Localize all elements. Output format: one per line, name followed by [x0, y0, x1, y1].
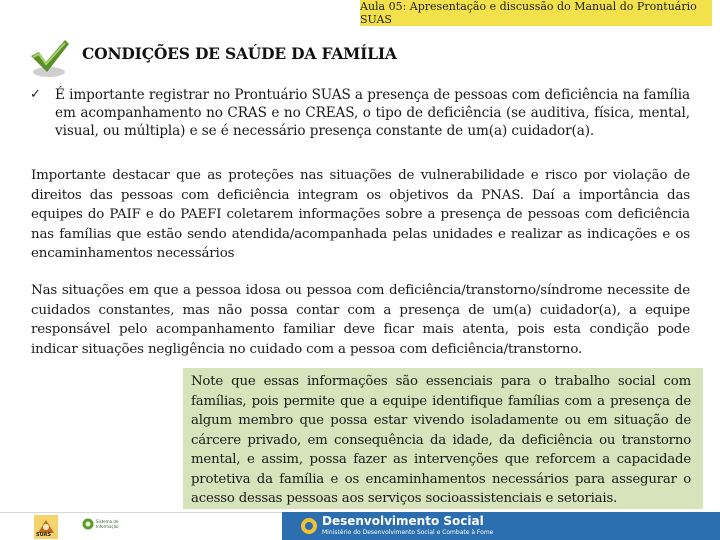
footer-bar — [0, 512, 720, 540]
paragraph-care-situations: Nas situações em que a pessoa idosa ou pessoa com deficiência/transtorno/síndrome necessite de cuidados constantes, mas não possa contar com a presença de um(a) cuidador(a), a equipe responsável pelo acompanhamento familiar deve ficar mais atenta, pois esta condição pode indicar situações negligência no cuidado com a pessoa com deficiência/transtorno. — [31, 283, 690, 357]
checkmark-icon — [27, 38, 71, 80]
check-bullet-icon: ✓ — [30, 87, 41, 102]
course-label: Aula 05: Apresentação e discussão do Manual do Prontuário SUAS — [360, 0, 697, 26]
paragraph-importance: Importante destacar que as proteções nas situações de vulnerabilidade e risco por violação de direitos das pessoas com deficiência integram os objetivos da PNAS. Daí a importância das equipes do PAIF e do PAEFI coletarem informações sobre a presença de pessoas com deficiência nas famílias que estão sendo atendida/acompanhada pelas unidades e realizar as indicações e os encaminhamentos necessários — [31, 168, 690, 261]
ministry-logo-icon — [300, 517, 318, 535]
bullet-item — [30, 86, 690, 140]
ministry-title: Desenvolvimento Social — [322, 514, 484, 528]
info-system-logo-text: Sistema de Informação — [96, 519, 119, 529]
page-title: CONDIÇÕES DE SAÚDE DA FAMÍLIA — [82, 44, 397, 63]
bullet-text: É importante registrar no Prontuário SUAS a presença de pessoas com deficiência na família em acompanhamento no CRAS e no CREAS, o tipo de deficiência (se auditiva, física, mental, visual, ou múltipla) e se é necessário presença constante de um(a) cuidador(a). — [55, 87, 690, 139]
suas-logo-text: SUAS — [36, 532, 51, 538]
note-box: Note que essas informações são essenciais para o trabalho social com famílias, pois permite que a equipe identifique famílias com a presença de algum membro que possa estar vivendo isoladamente ou em situação de cárcere privado, em consequência da idade, da deficiência ou transtorno mental, e assim, possa fazer as intervenções que reforcem a capacidade protetiva da família e os encaminhamentos necessários para assegurar o acesso dessas pessoas aos serviços socioassistenciais e setoriais. — [183, 368, 703, 509]
ministry-banner — [282, 512, 720, 540]
course-header-bar — [360, 0, 712, 26]
footer-logos — [0, 512, 282, 540]
ministry-subtitle: Ministério do Desenvolvimento Social e Combate à Fome — [322, 529, 494, 536]
info-system-logo-icon — [82, 518, 94, 530]
